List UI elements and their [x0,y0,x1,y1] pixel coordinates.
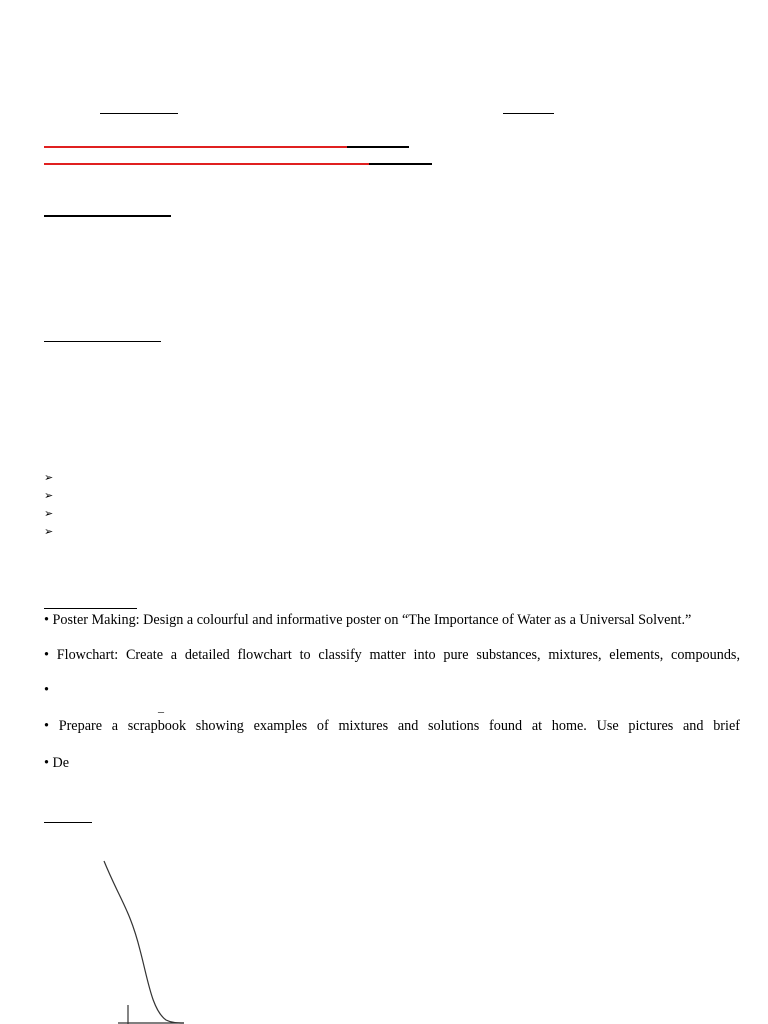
section-heading-underline-2 [44,341,161,342]
assignment-truncated: • De [44,755,70,771]
title-underline-black-1 [347,146,409,148]
title-underline-red-1 [44,146,347,148]
title-underline-black-2 [369,163,432,165]
assignment-flowchart: • Flowchart: Create a detailed flowchart to classify matter into pure substances, mixtures, elements, compounds, [44,647,740,663]
curve-line [104,861,184,1023]
header-blank-line-left [100,113,178,114]
assignment-scrapbook: • Prepare a scrapbook showing examples of mixtures and solutions found at home. Use pictures and brief [44,718,740,734]
arrow-bullet-4: ➢ [44,525,54,538]
assignment-empty-bullet: • [44,682,49,698]
arrow-bullet-1: ➢ [44,471,54,484]
stray-underscore: _ [158,700,164,714]
assignment-poster-making: • Poster Making: Design a colourful and informative poster on “The Importance of Water as a Universal Solvent.” [44,612,692,628]
section-heading-underline-1 [44,215,171,217]
arrow-bullet-2: ➢ [44,489,54,502]
section-heading-underline-4 [44,822,92,823]
title-underline-red-2 [44,163,369,165]
diagram-curve-fragment [90,850,200,1024]
arrow-bullet-3: ➢ [44,507,54,520]
section-heading-underline-3 [44,608,137,609]
header-blank-line-right [503,113,554,114]
